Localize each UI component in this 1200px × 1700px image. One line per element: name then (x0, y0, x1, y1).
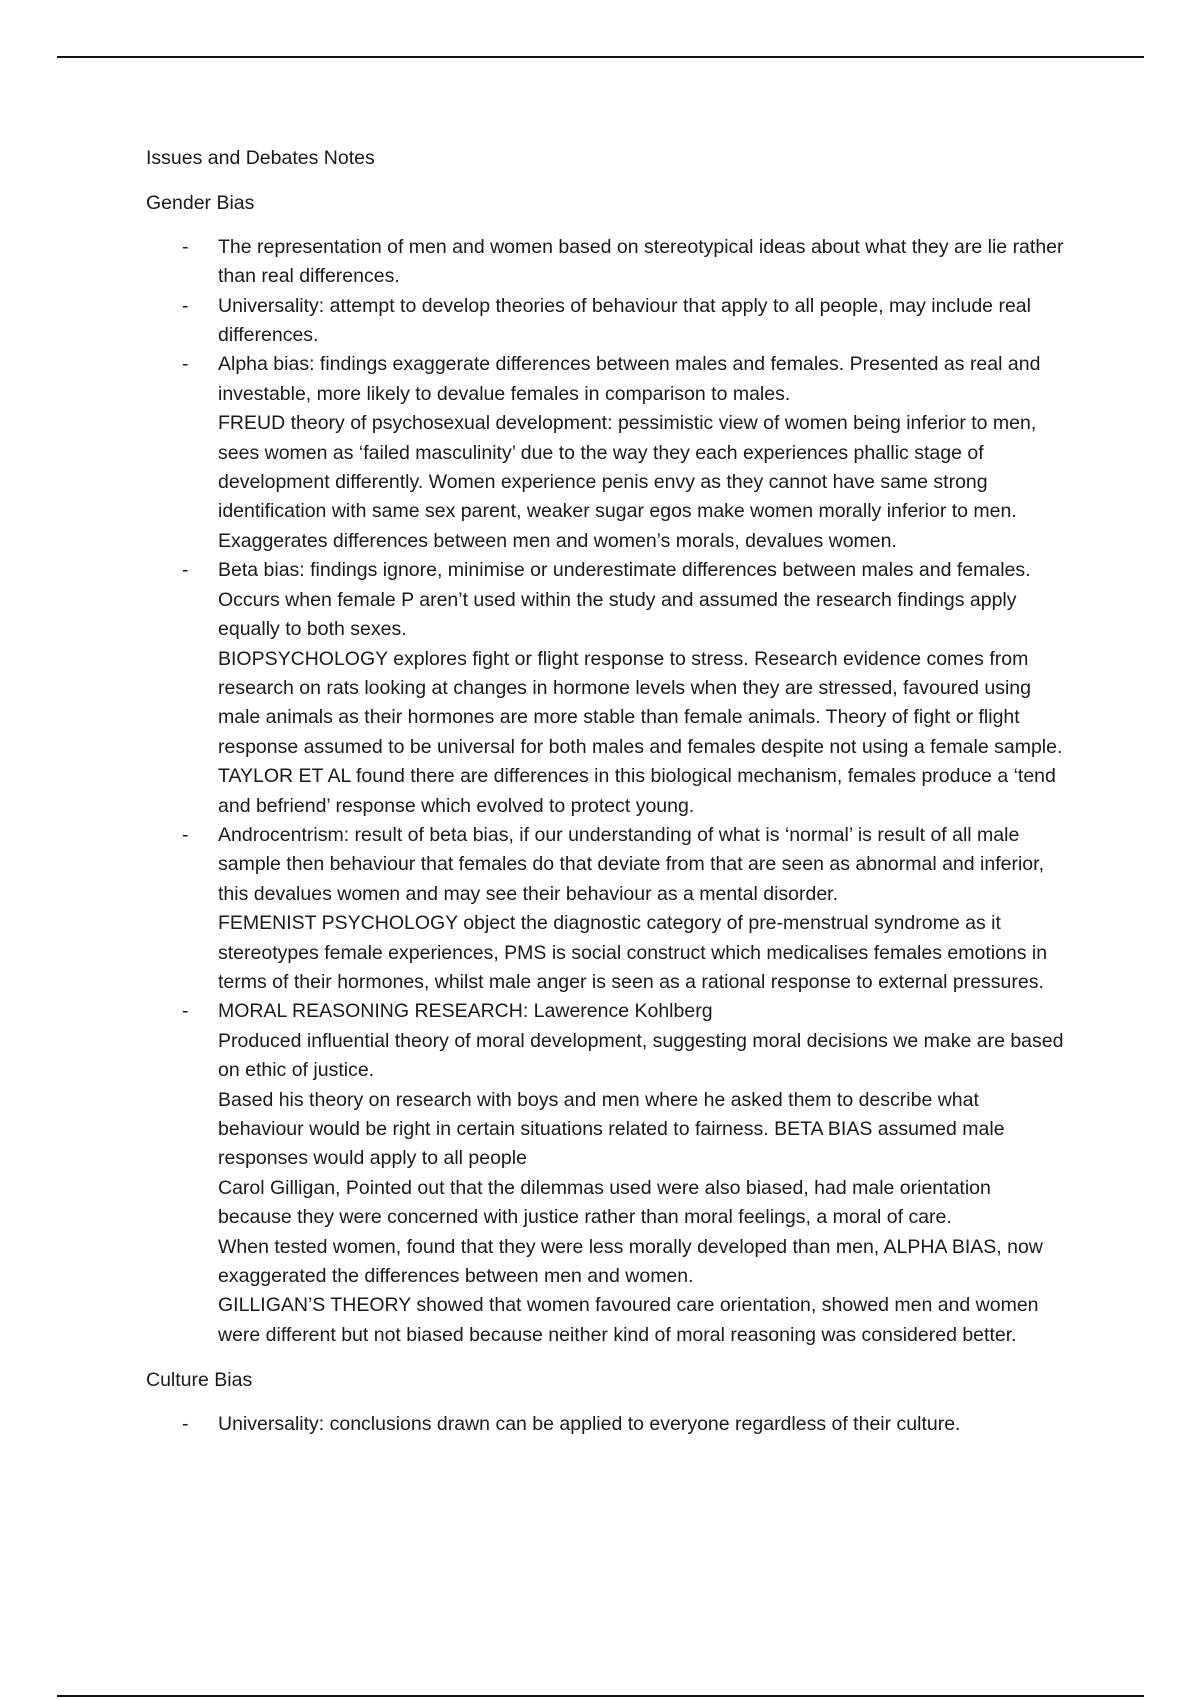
bullet-paragraph: FREUD theory of psychosexual development: pessimistic view of women being inferior to men, sees women as ‘failed masculinity’ due to the way they each experiences phallic stage of development differently. Women experience penis envy as they cannot have same strong identification with same sex parent, weaker sugar egos make women morally inferior to men. Exaggerates differences between men and women’s morals, devalues women. (218, 412, 1037, 552)
list-item (146, 1410, 1066, 1439)
bullet-marker: - (182, 559, 189, 582)
bullet-paragraph: Carol Gilligan, Pointed out that the dilemmas used were also biased, had male orientation because they were concerned with justice rather than moral feelings, a moral of care. (218, 1176, 991, 1229)
list-item (146, 350, 1066, 556)
bullet-paragraph: BIOPSYCHOLOGY explores fight or flight response to stress. Research evidence comes from research on rats looking at changes in hormone levels when they are stressed, favoured using male animals as their hormones are more stable than female animals. Theory of fight or flight response assumed to be universal for both males and females despite not using a female sample. TAYLOR ET AL found there are differences in this biological mechanism, females produce a ‘tend and befriend’ response which evolved to protect young. (218, 647, 1063, 817)
section-heading: Culture Bias (146, 1369, 253, 1392)
bullet-paragraph: FEMENIST PSYCHOLOGY object the diagnostic category of pre-menstrual syndrome as it stereotypes female experiences, PMS is social construct which medicalises females emotions in terms of their hormones, whilst male anger is seen as a rational response to external pressures. (218, 912, 1048, 993)
bullet-paragraph: GILLIGAN’S THEORY showed that women favoured care orientation, showed men and women were different but not biased because neither kind of moral reasoning was considered better. (218, 1294, 1039, 1346)
header-rule (57, 56, 1144, 58)
list-item (146, 821, 1066, 997)
document-title: Issues and Debates Notes (146, 147, 375, 169)
bullet-marker: - (182, 823, 189, 846)
list-item (146, 233, 1066, 292)
bullet-list (146, 233, 1066, 1350)
document-body (146, 144, 1066, 1455)
bullet-paragraph: Universality: conclusions drawn can be applied to everyone regardless of their culture. (218, 1412, 961, 1435)
list-item (146, 292, 1066, 351)
footer-rule (57, 1695, 1144, 1697)
bullet-marker: - (182, 1000, 189, 1023)
bullet-paragraph: Universality: attempt to develop theories of behaviour that apply to all people, may include real differences. (218, 294, 1031, 347)
bullet-paragraph: When tested women, found that they were less morally developed than men, ALPHA BIAS, now exaggerated the differences between men and women. (218, 1235, 1043, 1288)
list-item (146, 997, 1066, 1350)
bullet-paragraph: Androcentrism: result of beta bias, if our understanding of what is ‘normal’ is result of all male sample then behaviour that females do that deviate from that are seen as abnormal and inferior, this devalues women and may see their behaviour as a mental disorder. (218, 823, 1044, 905)
bullet-paragraph: MORAL REASONING RESEARCH: Lawerence Kohlberg (218, 1000, 713, 1023)
bullet-paragraph: Alpha bias: findings exaggerate differences between males and females. Presented as real and investable, more likely to devalue females in comparison to males. (218, 353, 1041, 405)
bullet-marker: - (182, 353, 189, 376)
bullet-marker: - (182, 235, 189, 258)
bullet-marker: - (182, 1412, 189, 1435)
list-item (146, 556, 1066, 821)
bullet-marker: - (182, 294, 189, 317)
sections-container (146, 189, 1066, 1439)
bullet-paragraph: Produced influential theory of moral development, suggesting moral decisions we make are based on ethic of justice. (218, 1029, 1064, 1082)
bullet-paragraph: The representation of men and women based on stereotypical ideas about what they are lie rather than real differences. (218, 235, 1064, 288)
section-heading: Gender Bias (146, 192, 255, 215)
bullet-paragraph: Based his theory on research with boys and men where he asked them to describe what behaviour would be right in certain situations related to fairness. BETA BIAS assumed male responses would apply to all people (218, 1088, 1005, 1170)
bullet-paragraph: Beta bias: findings ignore, minimise or underestimate differences between males and females. Occurs when female P aren’t used within the study and assumed the research findings apply equally to both sexes. (218, 559, 1031, 641)
bullet-list (146, 1410, 1066, 1439)
